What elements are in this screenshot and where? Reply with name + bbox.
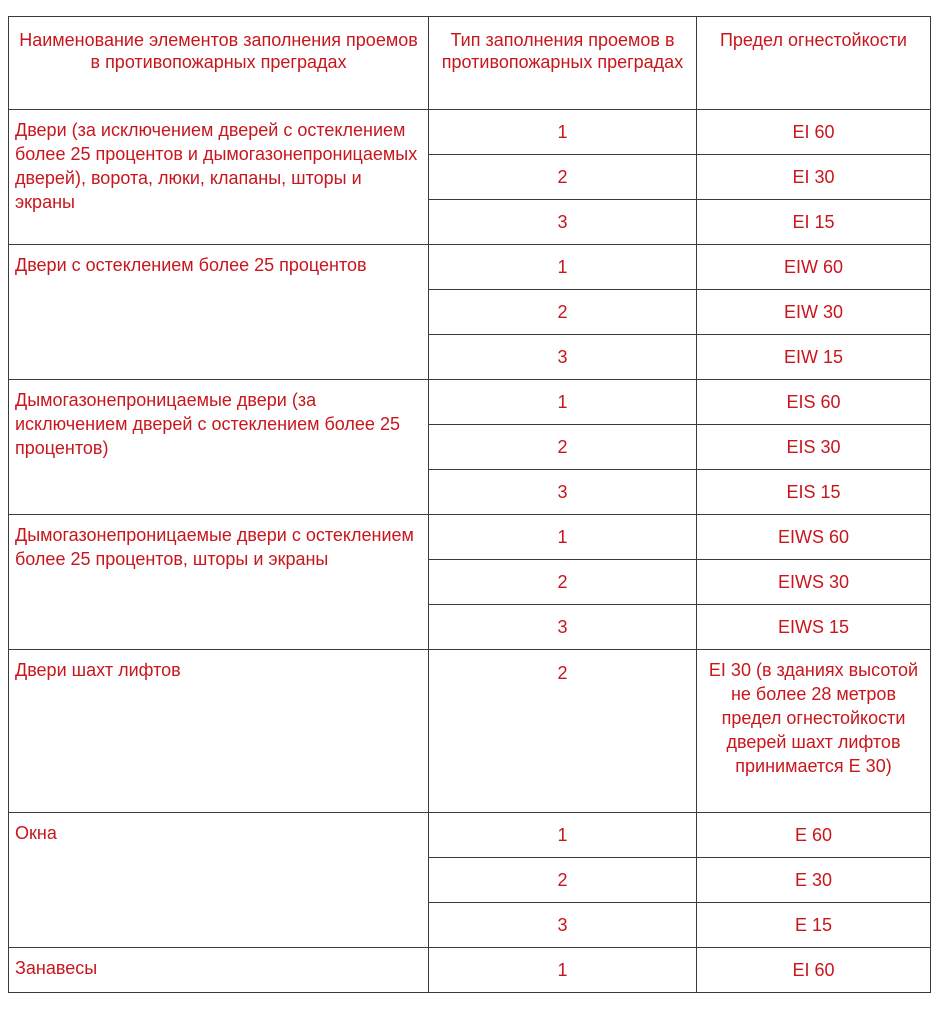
fire-limit: EI 30: [697, 155, 931, 200]
table-header-row: [9, 17, 931, 110]
fire-limit: EIS 60: [697, 380, 931, 425]
element-name: Двери с остеклением более 25 процентов: [9, 245, 429, 380]
fill-type: 1: [429, 515, 697, 560]
fire-limit: EIW 60: [697, 245, 931, 290]
fire-limit: E 30: [697, 858, 931, 903]
fire-limit: EI 60: [697, 948, 931, 993]
fill-type: 3: [429, 200, 697, 245]
table-row: [9, 650, 931, 813]
fire-limit: EI 60: [697, 110, 931, 155]
fill-type: 3: [429, 335, 697, 380]
fire-resistance-table: [8, 16, 931, 993]
table-row: [9, 813, 931, 858]
fire-limit: EIS 30: [697, 425, 931, 470]
fill-type: 1: [429, 948, 697, 993]
element-name: Занавесы: [9, 948, 429, 993]
fire-limit: EIW 30: [697, 290, 931, 335]
fill-type: 3: [429, 903, 697, 948]
fire-limit: EIW 15: [697, 335, 931, 380]
fill-type: 2: [429, 560, 697, 605]
table-row: [9, 245, 931, 290]
header-type: Тип заполнения проемов в противопожарных преградах: [429, 17, 697, 110]
fire-limit: EIS 15: [697, 470, 931, 515]
table-row: [9, 515, 931, 560]
element-name: Дымогазонепроницаемые двери с остеклением более 25 процентов, шторы и экраны: [9, 515, 429, 650]
fill-type: 2: [429, 858, 697, 903]
fire-resistance-table-page: [8, 16, 930, 993]
fill-type: 1: [429, 380, 697, 425]
fill-type: 2: [429, 425, 697, 470]
element-name: Дымогазонепроницаемые двери (за исключением дверей с остеклением более 25 процентов): [9, 380, 429, 515]
table-row: [9, 380, 931, 425]
fire-limit: EIWS 15: [697, 605, 931, 650]
header-name: Наименование элементов заполнения проемов в противопожарных преградах: [9, 17, 429, 110]
fill-type: 1: [429, 813, 697, 858]
fire-limit: E 60: [697, 813, 931, 858]
fill-type: 3: [429, 470, 697, 515]
fill-type: 2: [429, 650, 697, 813]
fire-limit: EI 30 (в зданиях высотой не более 28 метров предел огнестойкости дверей шахт лифтов принимается E 30): [697, 650, 931, 813]
fill-type: 2: [429, 155, 697, 200]
table-row: [9, 110, 931, 155]
element-name: Двери (за исключением дверей с остеклением более 25 процентов и дымогазонепроницаемых дверей), ворота, люки, клапаны, шторы и экраны: [9, 110, 429, 245]
header-limit: Предел огнестойкости: [697, 17, 931, 110]
fire-limit: E 15: [697, 903, 931, 948]
element-name: Окна: [9, 813, 429, 948]
fire-limit: EIWS 60: [697, 515, 931, 560]
fill-type: 2: [429, 290, 697, 335]
element-name: Двери шахт лифтов: [9, 650, 429, 813]
table-row: [9, 948, 931, 993]
fire-limit: EIWS 30: [697, 560, 931, 605]
fill-type: 1: [429, 110, 697, 155]
fill-type: 3: [429, 605, 697, 650]
fill-type: 1: [429, 245, 697, 290]
fire-limit: EI 15: [697, 200, 931, 245]
